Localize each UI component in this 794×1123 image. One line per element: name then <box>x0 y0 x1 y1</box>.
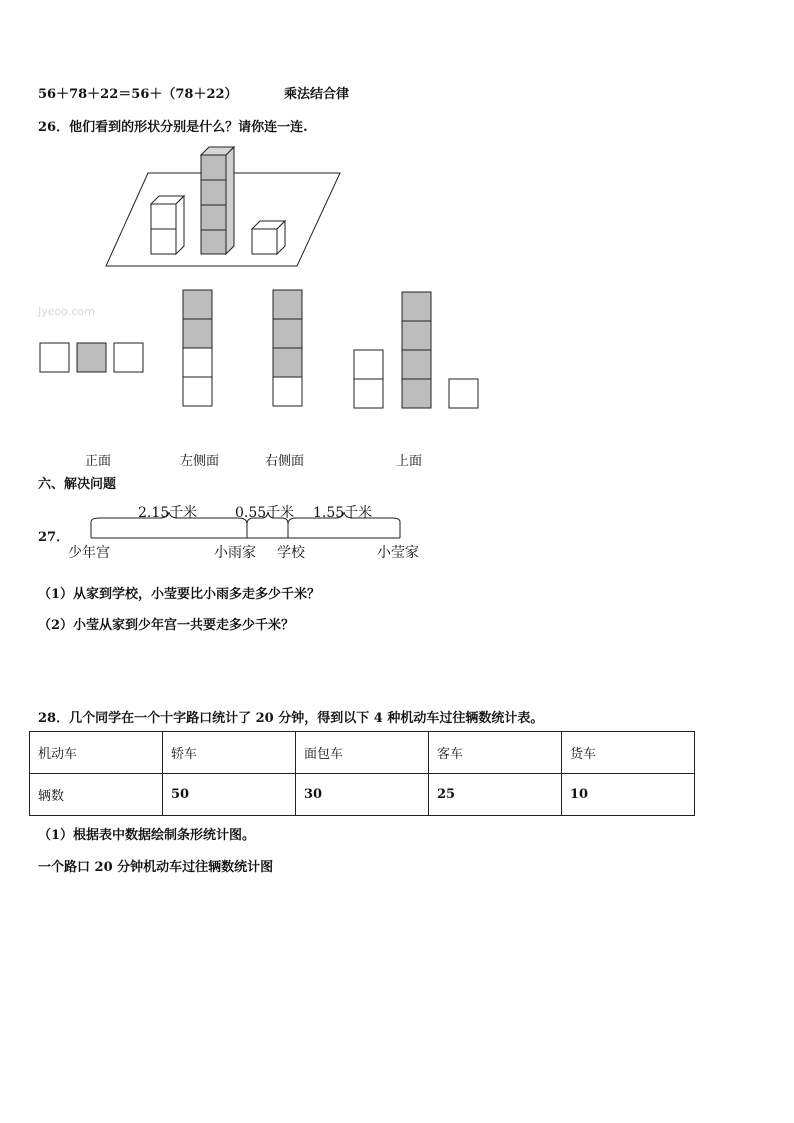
table-header-cell: 轿车 <box>163 732 296 774</box>
table-header-cell: 机动车 <box>30 732 163 774</box>
cube-single-right <box>252 221 285 254</box>
label-right-side: 右侧面 <box>265 454 305 469</box>
table-row-label: 辆数 <box>30 774 163 816</box>
table-header-cell: 货车 <box>562 732 695 774</box>
table-header-cell: 面包车 <box>296 732 429 774</box>
section-title: 六、解决问题 <box>38 477 117 492</box>
view-left-side <box>183 290 212 406</box>
table-row <box>30 732 695 774</box>
q27-sub1: （1）从家到学校，小莹要比小雨多走多少千米？ <box>38 587 321 602</box>
q28-prompt: 28．几个同学在一个十字路口统计了 20 分钟，得到以下 4 种机动车过往辆数统计表。 <box>38 711 544 726</box>
label-top: 上面 <box>396 454 423 469</box>
distance-label-2: 0.55千米 <box>235 505 295 521</box>
place-xiaoying-home: 小莹家 <box>377 545 419 561</box>
cube-stack-middle <box>201 147 234 254</box>
view-front <box>40 343 143 372</box>
table-cell: 30 <box>296 774 429 816</box>
table-cell: 25 <box>429 774 562 816</box>
distance-label-3: 1.55千米 <box>313 505 373 521</box>
table-row <box>30 774 695 816</box>
cube-stack-left <box>151 196 184 254</box>
table-cell: 10 <box>562 774 695 816</box>
q27-sub2: （2）小莹从家到少年宫一共要走多少千米？ <box>38 618 295 633</box>
watermark: Jyeoo.com <box>38 305 95 318</box>
label-front: 正面 <box>85 454 112 469</box>
view-top <box>354 292 478 408</box>
equation-text: 56＋78＋22＝56＋（78＋22） <box>38 87 238 102</box>
chart-title: 一个路口 20 分钟机动车过往辆数统计图 <box>38 860 274 875</box>
view-right-side <box>273 290 302 406</box>
label-left-side: 左侧面 <box>180 454 220 469</box>
place-school: 学校 <box>277 545 305 561</box>
distance-label-1: 2.15千米 <box>138 505 198 521</box>
table-cell: 50 <box>163 774 296 816</box>
place-shaoniangong: 少年宫 <box>68 545 110 561</box>
law-text: 乘法结合律 <box>284 87 350 102</box>
place-xiaoyu-home: 小雨家 <box>214 545 256 561</box>
vehicle-count-table <box>29 731 695 816</box>
q27-number: 27． <box>38 530 70 545</box>
q26-prompt: 26．他们看到的形状分别是什么？请你连一连. <box>38 120 308 135</box>
q28-sub1: （1）根据表中数据绘制条形统计图。 <box>38 828 256 843</box>
table-header-cell: 客车 <box>429 732 562 774</box>
